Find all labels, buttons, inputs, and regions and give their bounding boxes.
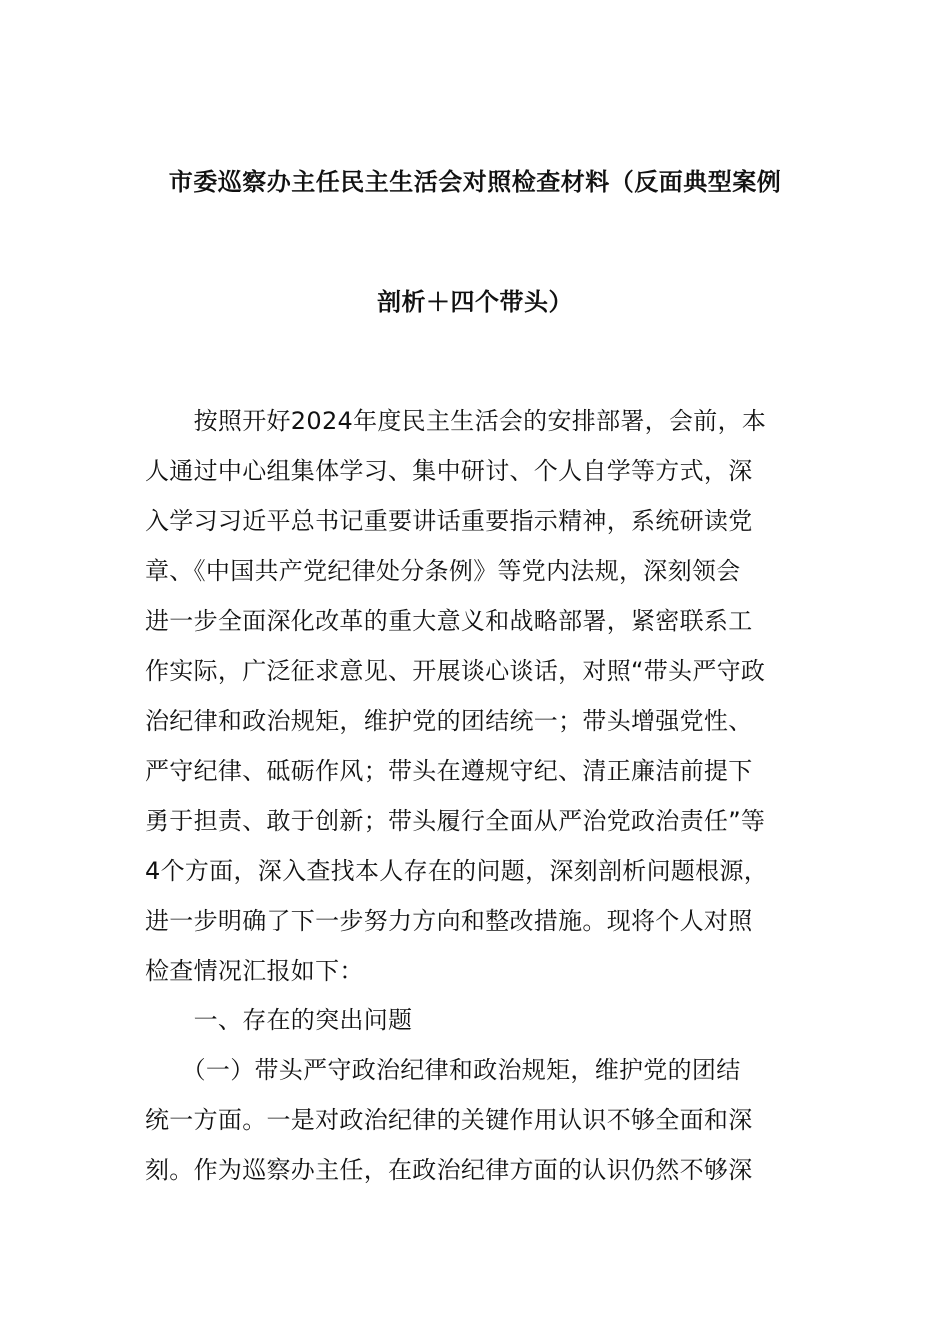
body-line-7: 治纪律和政治规矩，维护党的团结统一；带头增强党性、 bbox=[145, 707, 753, 735]
subsection-heading: （一）带头严守政治纪律和政治规矩，维护党的团结 bbox=[145, 1056, 741, 1084]
document-title-line-1: 市委巡察办主任民主生活会对照检查材料（反面典型案例 bbox=[168, 168, 782, 196]
body-line-4: 章、《中国共产党纪律处分条例》等党内法规，深刻领会 bbox=[145, 557, 741, 585]
body-line-16: 刻。作为巡察办主任，在政治纪律方面的认识仍然不够深 bbox=[145, 1156, 753, 1184]
body-line-9: 勇于担责、敢于创新；带头履行全面从严治党政治责任”等 bbox=[145, 807, 766, 835]
section-heading: 一、存在的突出问题 bbox=[145, 1006, 413, 1034]
body-line-2: 人通过中心组集体学习、集中研讨、个人自学等方式，深 bbox=[145, 457, 753, 485]
body-line-10: 4个方面，深入查找本人存在的问题，深刻剖析问题根源， bbox=[145, 857, 769, 885]
body-line-11: 进一步明确了下一步努力方向和整改措施。现将个人对照 bbox=[145, 907, 753, 935]
body-line-8: 严守纪律、砥砺作风；带头在遵规守纪、清正廉洁前提下 bbox=[145, 757, 753, 785]
body-line-6: 作实际，广泛征求意见、开展谈心谈话，对照“带头严守政 bbox=[145, 657, 766, 685]
document-title-line-2: 剖析＋四个带头） bbox=[377, 288, 573, 316]
body-line-3: 入学习习近平总书记重要讲话重要指示精神，系统研读党 bbox=[145, 507, 753, 535]
body-line-1: 按照开好2024年度民主生活会的安排部署，会前，本 bbox=[145, 407, 767, 435]
body-line-12: 检查情况汇报如下： bbox=[145, 957, 364, 985]
body-line-5: 进一步全面深化改革的重大意义和战略部署，紧密联系工 bbox=[145, 607, 753, 635]
body-line-15: 统一方面。一是对政治纪律的关键作用认识不够全面和深 bbox=[145, 1106, 753, 1134]
